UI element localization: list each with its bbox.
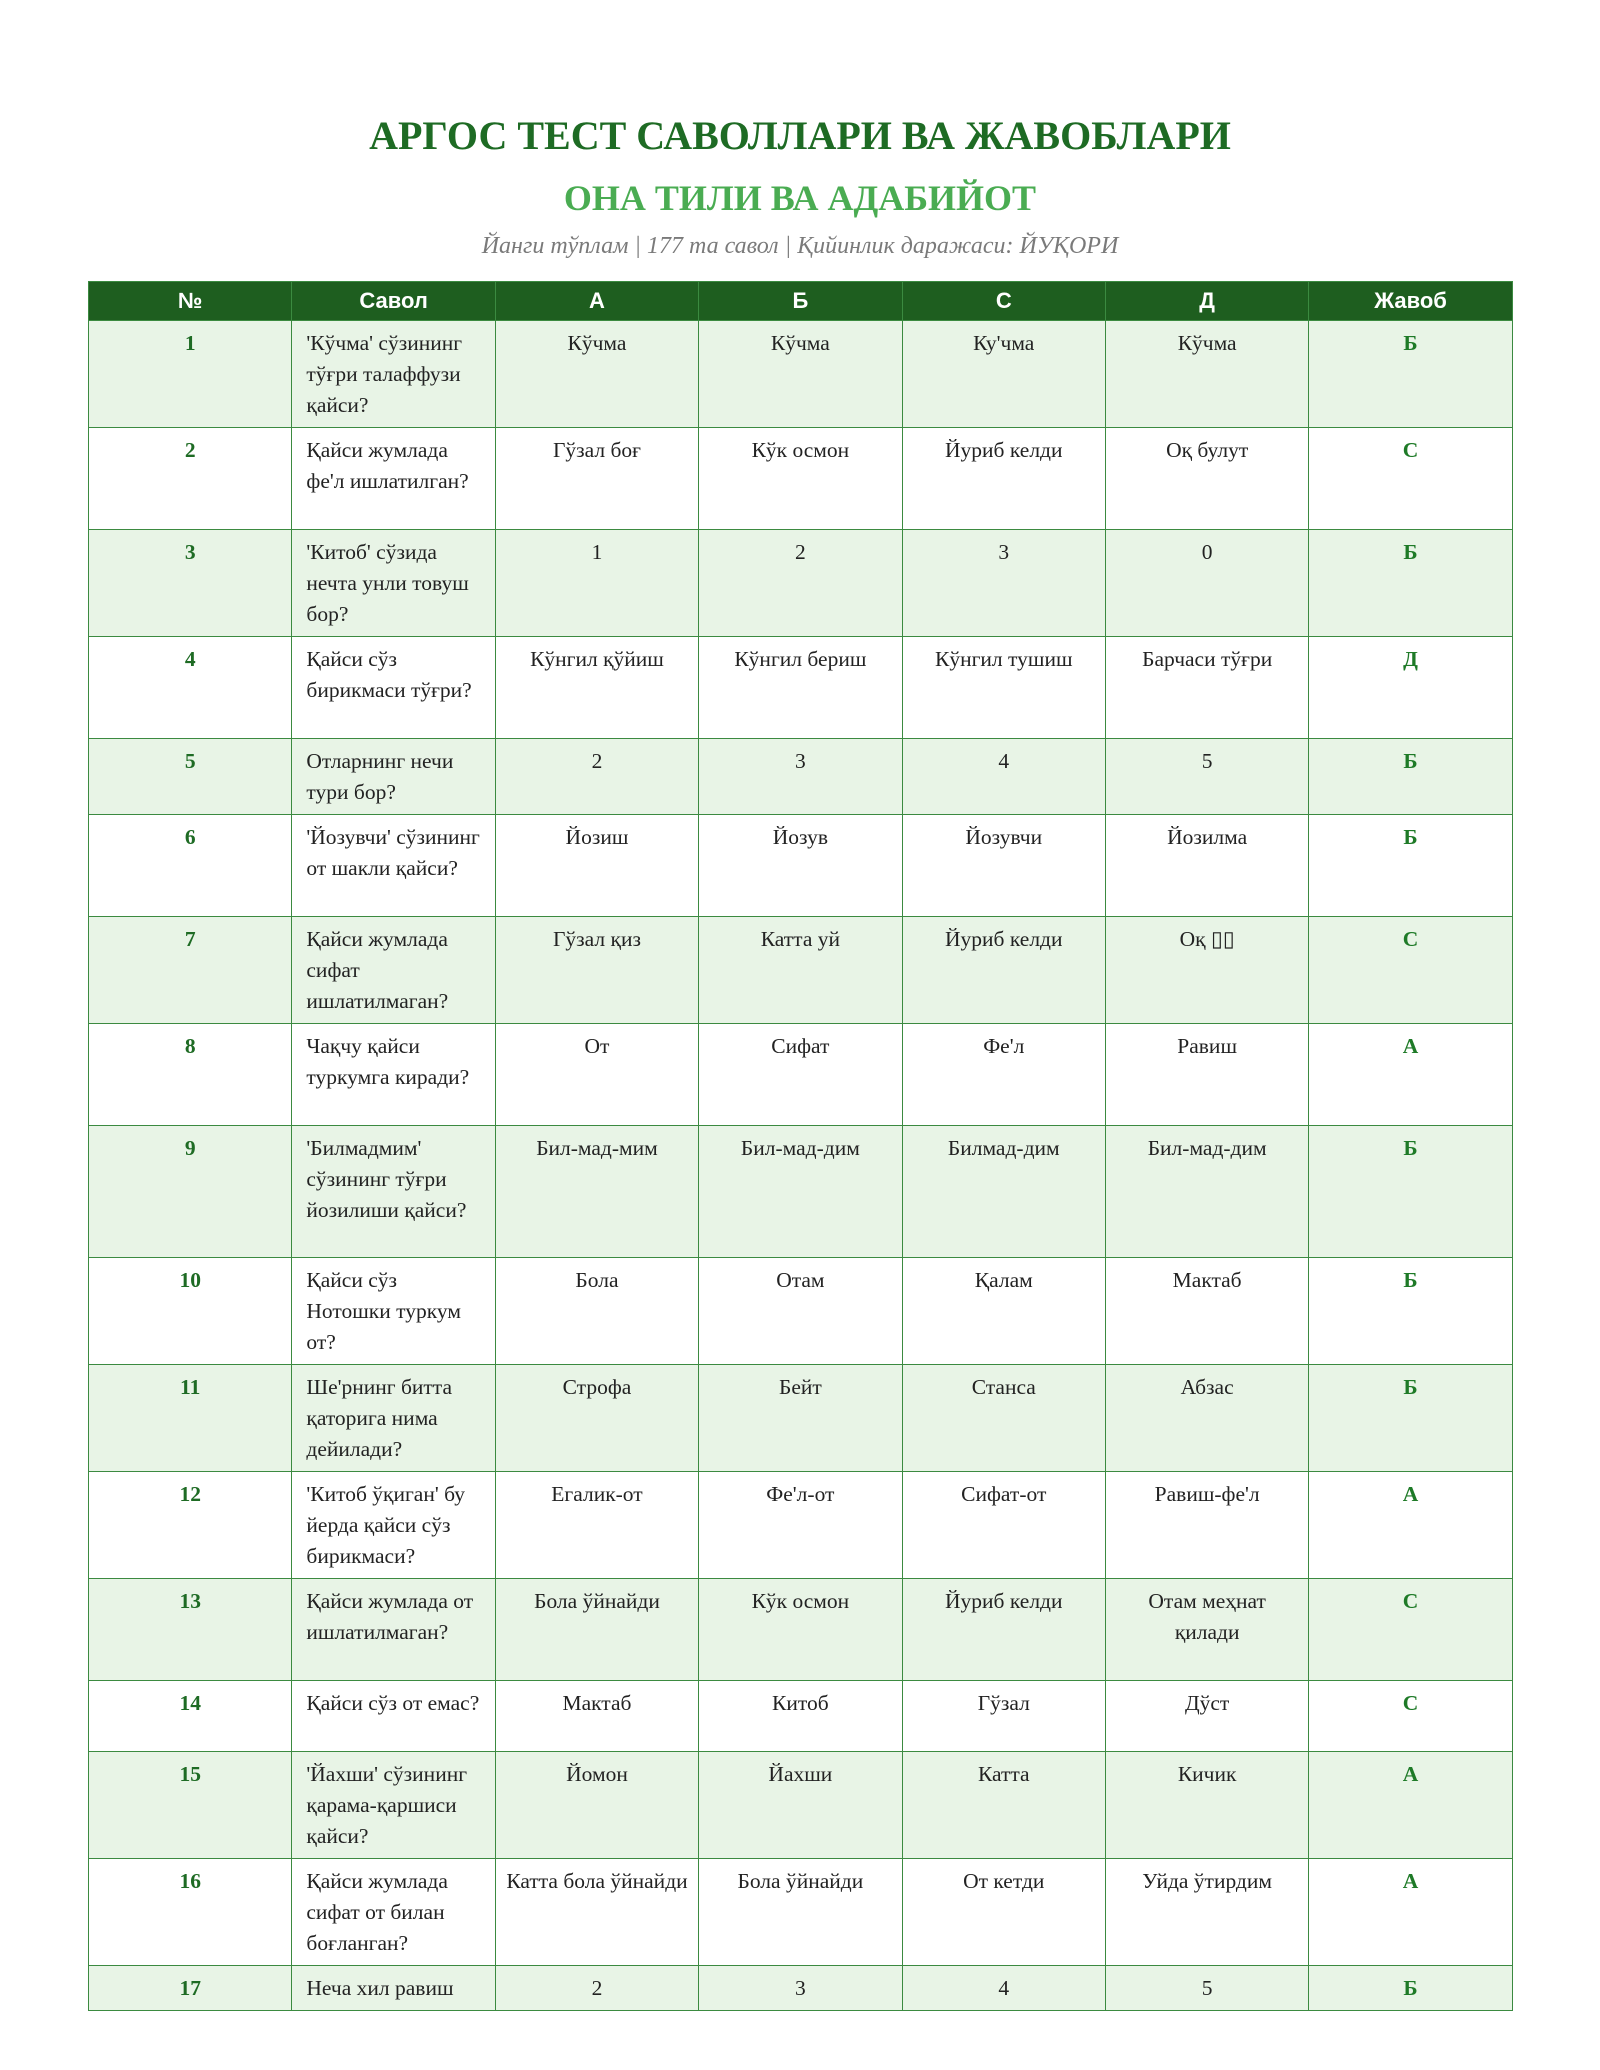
option-b-cell: Китоб	[699, 1681, 902, 1752]
option-d-cell: 0	[1105, 530, 1308, 637]
row-number: 9	[89, 1126, 292, 1258]
table-row	[89, 1681, 1513, 1752]
option-d-cell: Йозилма	[1105, 815, 1308, 917]
answer-cell: С	[1309, 1681, 1512, 1752]
option-a-cell: 2	[495, 1966, 698, 2011]
option-d-cell: Отам меҳнат қилади	[1105, 1579, 1308, 1681]
option-b-cell: Бил-мад-дим	[699, 1126, 902, 1258]
option-b-cell: Йахши	[699, 1752, 902, 1859]
question-cell: Қайси сўз Нотошки туркум от?	[292, 1258, 495, 1365]
document-meta: Йанги тўплам | 177 та савол | Қийинлик даражаси: ЙУҚОРИ	[481, 233, 1119, 259]
header-option-a: А	[495, 282, 698, 321]
row-number: 8	[89, 1024, 292, 1126]
option-a-cell: Йомон	[495, 1752, 698, 1859]
option-d-cell: Абзас	[1105, 1365, 1308, 1472]
question-cell: Қайси жумлада от ишлатилмаган?	[292, 1579, 495, 1681]
question-cell: 'Китоб ўқиган' бу йерда қайси сўз бирикмаси?	[292, 1472, 495, 1579]
question-cell: Неча хил равиш	[292, 1966, 495, 2011]
option-a-cell: Егалик-от	[495, 1472, 698, 1579]
option-d-cell: Дўст	[1105, 1681, 1308, 1752]
question-cell: 'Билмадмим' сўзининг тўғри йозилиши қайси?	[292, 1126, 495, 1258]
option-c-cell: Кўнгил тушиш	[902, 637, 1105, 739]
option-b-cell: Кўчма	[699, 321, 902, 428]
answer-cell: Д	[1309, 637, 1512, 739]
option-a-cell: От	[495, 1024, 698, 1126]
option-a-cell: Гўзал қиз	[495, 917, 698, 1024]
header-option-b: Б	[699, 282, 902, 321]
row-number: 3	[89, 530, 292, 637]
table-row	[89, 1472, 1513, 1579]
option-c-cell: Гўзал	[902, 1681, 1105, 1752]
table-row	[89, 530, 1513, 637]
row-number: 12	[89, 1472, 292, 1579]
question-cell: 'Йахши' сўзининг қарама-қаршиси қайси?	[292, 1752, 495, 1859]
answer-cell: Б	[1309, 530, 1512, 637]
header-number: №	[89, 282, 292, 321]
option-b-cell: Отам	[699, 1258, 902, 1365]
option-a-cell: Йозиш	[495, 815, 698, 917]
header-question: Савол	[292, 282, 495, 321]
answer-cell: Б	[1309, 321, 1512, 428]
answer-cell: А	[1309, 1024, 1512, 1126]
option-d-cell: Барчаси тўғри	[1105, 637, 1308, 739]
option-a-cell: Бола	[495, 1258, 698, 1365]
option-a-cell: Катта бола ўйнайди	[495, 1859, 698, 1966]
table-row	[89, 321, 1513, 428]
option-c-cell: 3	[902, 530, 1105, 637]
option-c-cell: Сифат-от	[902, 1472, 1105, 1579]
option-a-cell: Кўчма	[495, 321, 698, 428]
table-row	[89, 1579, 1513, 1681]
option-c-cell: Қалам	[902, 1258, 1105, 1365]
question-cell: Қайси жумлада сифат ишлатилмаган?	[292, 917, 495, 1024]
option-c-cell: Ку'чма	[902, 321, 1105, 428]
answer-cell: Б	[1309, 1365, 1512, 1472]
answer-cell: Б	[1309, 1126, 1512, 1258]
option-c-cell: 4	[902, 1966, 1105, 2011]
option-b-cell: Катта уй	[699, 917, 902, 1024]
option-c-cell: От кетди	[902, 1859, 1105, 1966]
answer-cell: С	[1309, 917, 1512, 1024]
row-number: 4	[89, 637, 292, 739]
table-row	[89, 917, 1513, 1024]
row-number: 14	[89, 1681, 292, 1752]
row-number: 17	[89, 1966, 292, 2011]
header-answer: Жавоб	[1309, 282, 1512, 321]
question-cell: 'Кўчма' сўзининг тўғри талаффузи қайси?	[292, 321, 495, 428]
questions-table	[88, 281, 1513, 2011]
table-header-row	[89, 282, 1513, 321]
option-d-cell: Кичик	[1105, 1752, 1308, 1859]
option-d-cell: Оқ булут	[1105, 428, 1308, 530]
option-d-cell: 5	[1105, 739, 1308, 815]
question-cell: Қайси сўз от емас?	[292, 1681, 495, 1752]
answer-cell: А	[1309, 1472, 1512, 1579]
question-cell: Ше'рнинг битта қаторига нима дейилади?	[292, 1365, 495, 1472]
option-c-cell: Фе'л	[902, 1024, 1105, 1126]
table-row	[89, 739, 1513, 815]
document-title: АРГОС ТЕСТ САВОЛЛАРИ ВА ЖАВОБЛАРИ	[369, 113, 1231, 158]
question-cell: Қайси жумлада фе'л ишлатилган?	[292, 428, 495, 530]
option-b-cell: Кўнгил бериш	[699, 637, 902, 739]
table-row	[89, 1258, 1513, 1365]
option-c-cell: Йуриб келди	[902, 917, 1105, 1024]
row-number: 15	[89, 1752, 292, 1859]
header-option-c: С	[902, 282, 1105, 321]
option-c-cell: Билмад-дим	[902, 1126, 1105, 1258]
option-d-cell: Равиш-фе'л	[1105, 1472, 1308, 1579]
answer-cell: Б	[1309, 1258, 1512, 1365]
question-cell: 'Китоб' сўзида нечта унли товуш бор?	[292, 530, 495, 637]
answer-cell: С	[1309, 1579, 1512, 1681]
option-d-cell: Равиш	[1105, 1024, 1308, 1126]
table-row	[89, 637, 1513, 739]
option-b-cell: 2	[699, 530, 902, 637]
answer-cell: А	[1309, 1752, 1512, 1859]
table-row	[89, 1966, 1513, 2011]
row-number: 16	[89, 1859, 292, 1966]
answer-cell: Б	[1309, 1966, 1512, 2011]
option-b-cell: Кўк осмон	[699, 428, 902, 530]
document-subtitle: ОНА ТИЛИ ВА АДАБИЙОТ	[563, 178, 1037, 218]
row-number: 13	[89, 1579, 292, 1681]
table-row	[89, 1365, 1513, 1472]
answer-cell: Б	[1309, 815, 1512, 917]
question-cell: 'Йозувчи' сўзининг от шакли қайси?	[292, 815, 495, 917]
option-b-cell: 3	[699, 739, 902, 815]
row-number: 2	[89, 428, 292, 530]
option-c-cell: Катта	[902, 1752, 1105, 1859]
option-c-cell: Станса	[902, 1365, 1105, 1472]
option-b-cell: Фе'л-от	[699, 1472, 902, 1579]
answer-cell: Б	[1309, 739, 1512, 815]
option-a-cell: Строфа	[495, 1365, 698, 1472]
row-number: 5	[89, 739, 292, 815]
option-d-cell: Мактаб	[1105, 1258, 1308, 1365]
row-number: 11	[89, 1365, 292, 1472]
table-row	[89, 428, 1513, 530]
option-a-cell: 2	[495, 739, 698, 815]
question-cell: Қайси жумлада сифат от билан боғланган?	[292, 1859, 495, 1966]
table-row	[89, 1126, 1513, 1258]
option-c-cell: Йозувчи	[902, 815, 1105, 917]
answer-cell: С	[1309, 428, 1512, 530]
table-body	[89, 321, 1513, 2011]
option-a-cell: 1	[495, 530, 698, 637]
option-b-cell: Бола ўйнайди	[699, 1859, 902, 1966]
option-a-cell: Бил-мад-мим	[495, 1126, 698, 1258]
option-c-cell: Йуриб келди	[902, 428, 1105, 530]
option-b-cell: Кўк осмон	[699, 1579, 902, 1681]
option-c-cell: 4	[902, 739, 1105, 815]
row-number: 1	[89, 321, 292, 428]
table-row	[89, 815, 1513, 917]
question-cell: Отларнинг нечи тури бор?	[292, 739, 495, 815]
row-number: 6	[89, 815, 292, 917]
option-a-cell: Мактаб	[495, 1681, 698, 1752]
row-number: 10	[89, 1258, 292, 1365]
question-cell: Чақчу қайси туркумга киради?	[292, 1024, 495, 1126]
question-cell: Қайси сўз бирикмаси тўғри?	[292, 637, 495, 739]
option-b-cell: Сифат	[699, 1024, 902, 1126]
header-option-d: Д	[1105, 282, 1308, 321]
table-row	[89, 1859, 1513, 1966]
option-d-cell: 5	[1105, 1966, 1308, 2011]
option-a-cell: Гўзал боғ	[495, 428, 698, 530]
option-b-cell: Бейт	[699, 1365, 902, 1472]
answer-cell: А	[1309, 1859, 1512, 1966]
option-d-cell: Уйда ўтирдим	[1105, 1859, 1308, 1966]
option-b-cell: 3	[699, 1966, 902, 2011]
row-number: 7	[89, 917, 292, 1024]
option-a-cell: Бола ўйнайди	[495, 1579, 698, 1681]
table-row	[89, 1752, 1513, 1859]
table-row	[89, 1024, 1513, 1126]
option-c-cell: Йуриб келди	[902, 1579, 1105, 1681]
option-b-cell: Йозув	[699, 815, 902, 917]
option-d-cell: Оқ ▯▯	[1105, 917, 1308, 1024]
option-a-cell: Кўнгил қўйиш	[495, 637, 698, 739]
option-d-cell: Бил-мад-дим	[1105, 1126, 1308, 1258]
option-d-cell: Кўчма	[1105, 321, 1308, 428]
